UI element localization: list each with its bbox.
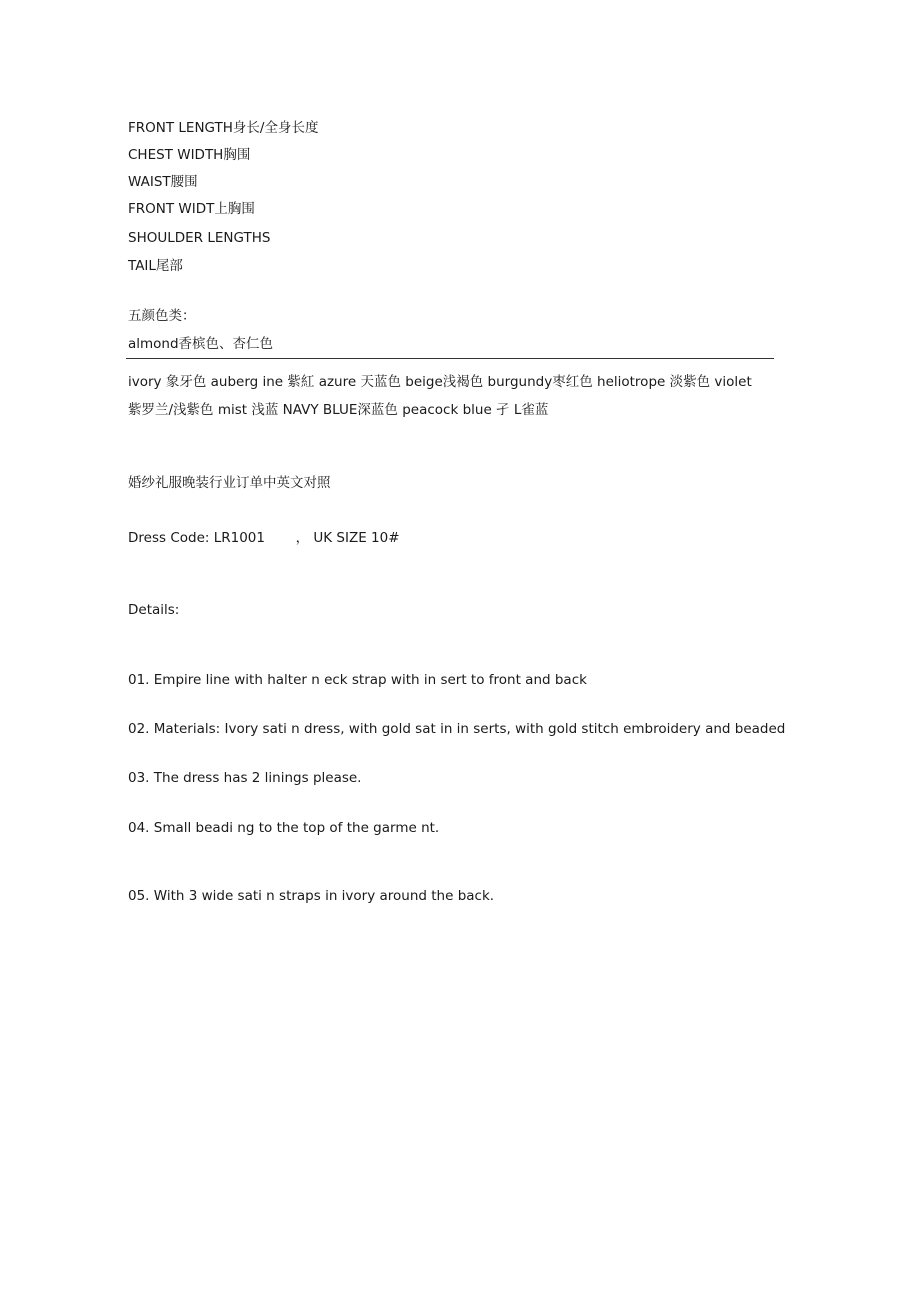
detail-item-02: 02. Materials: Ivory sati n dress, with gold sat in in serts, with gold stitch embroidery and beaded <box>128 721 786 737</box>
measurement-waist: WAIST腰围 <box>128 174 198 190</box>
measurement-front-width: FRONT WIDT上胸围 <box>128 201 255 217</box>
colors-heading: 五颜色类： <box>128 308 196 324</box>
measurement-shoulder-length: SHOULDER LENGTHS <box>128 230 271 246</box>
detail-item-03: 03. The dress has 2 linings please. <box>128 770 362 786</box>
detail-item-01: 01. Empire line with halter n eck strap with in sert to front and back <box>128 672 587 688</box>
details-label: Details: <box>128 602 180 618</box>
colors-list-line-2: 紫罗兰/浅紫色 mist 浅蓝 NAVY BLUE深蓝色 peacock blue 孑 L雀蓝 <box>128 402 549 418</box>
dress-code: Dress Code: LR1001 <box>128 530 265 546</box>
document-title: 婚纱礼服晚装行业订单中英文对照 <box>128 475 331 491</box>
colors-list-line-1: ivory 象牙色 auberg ine 紫紅 azure 天蓝色 beige浅褐色 burgundy枣红色 heliotrope 淡紫色 violet <box>128 374 752 390</box>
dress-code-line <box>128 529 400 547</box>
detail-item-04: 04. Small beadi ng to the top of the garme nt. <box>128 820 440 836</box>
measurement-front-length: FRONT LENGTH身长/全身长度 <box>128 120 319 136</box>
measurement-chest-width: CHEST WIDTH胸围 <box>128 147 251 163</box>
detail-item-05: 05. With 3 wide sati n straps in ivory around the back. <box>128 888 495 904</box>
measurement-tail: TAIL尾部 <box>128 258 183 274</box>
dress-size: UK SIZE 10# <box>313 530 400 546</box>
dress-code-separator: ， <box>295 530 310 546</box>
horizontal-divider <box>126 358 774 359</box>
colors-first-line: almond香槟色、杏仁色 <box>128 336 274 352</box>
